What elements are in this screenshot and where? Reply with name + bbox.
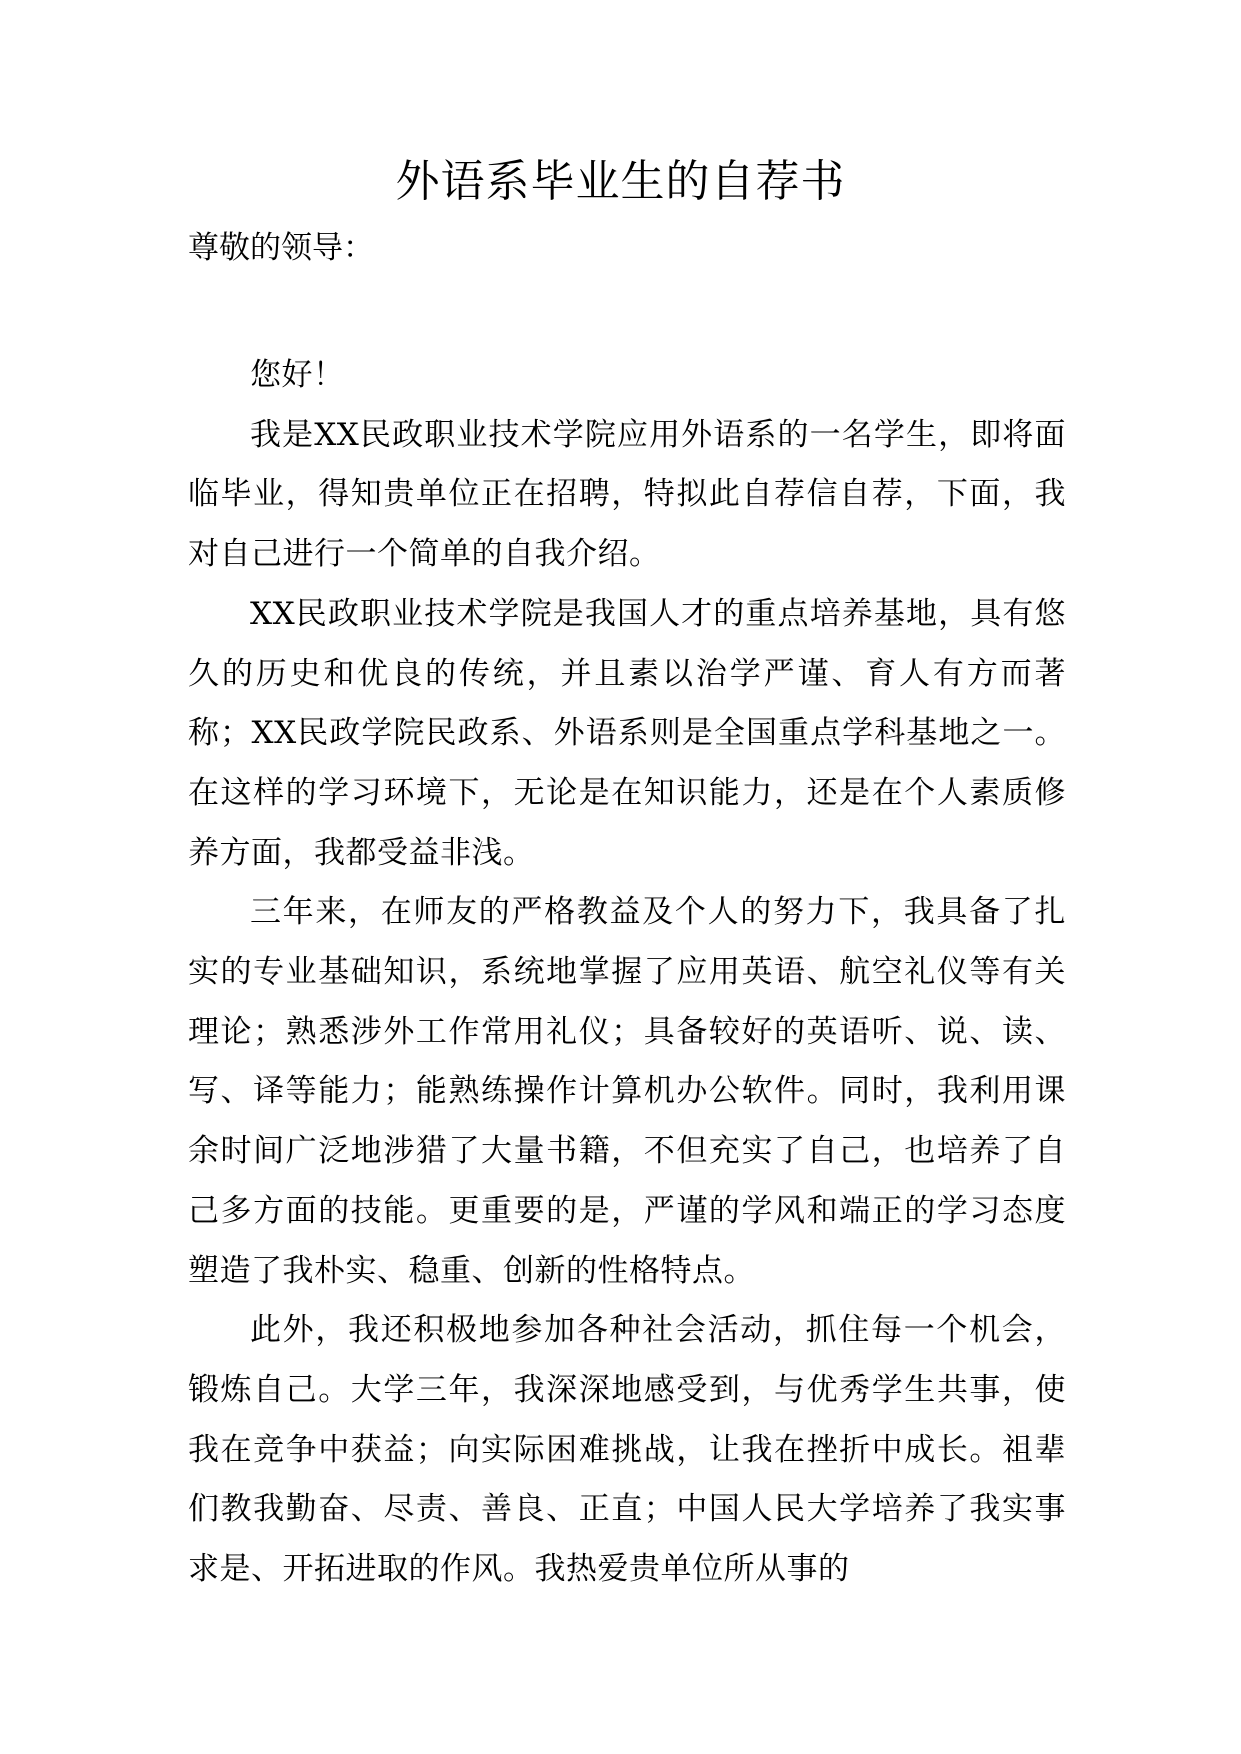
- paragraph-school: XX民政职业技术学院是我国人才的重点培养基地，具有悠久的历史和优良的传统，并且素以治学严谨、育人有方而著称；XX民政学院民政系、外语系则是全国重点学科基地之一。在这样的学习环境下，无论是在知识能力，还是在个人素质修养方面，我都受益非浅。: [188, 595, 1066, 871]
- document-title: 外语系毕业生的自荐书: [395, 156, 846, 207]
- paragraph-activities: 此外，我还积极地参加各种社会活动，抓住每一个机会，锻炼自己。大学三年，我深深地感受到，与优秀学生共事，使我在竞争中获益；向实际困难挑战，让我在挫折中成长。祖辈们教我勤奋、尽责、善良、正直；中国人民大学培养了我实事求是、开拓进取的作风。我热爱贵单位所从事的: [188, 1312, 1066, 1588]
- salutation: 尊敬的领导：: [188, 230, 374, 266]
- letter-body: [188, 346, 1066, 1600]
- paragraph-skills: 三年来，在师友的严格教益及个人的努力下，我具备了扎实的专业基础知识，系统地掌握了应用英语、航空礼仪等有关理论；熟悉涉外工作常用礼仪；具备较好的英语听、说、读、写、译等能力；能熟练操作计算机办公软件。同时，我利用课余时间广泛地涉猎了大量书籍，不但充实了自己，也培养了自己多方面的技能。更重要的是，严谨的学风和端正的学习态度塑造了我朴实、稳重、创新的性格特点。: [188, 894, 1066, 1289]
- paragraph-introduction: 我是XX民政职业技术学院应用外语系的一名学生，即将面临毕业，得知贵单位正在招聘，特拟此自荐信自荐，下面，我对自己进行一个简单的自我介绍。: [188, 416, 1066, 573]
- paragraph-greeting: 您好！: [250, 357, 345, 393]
